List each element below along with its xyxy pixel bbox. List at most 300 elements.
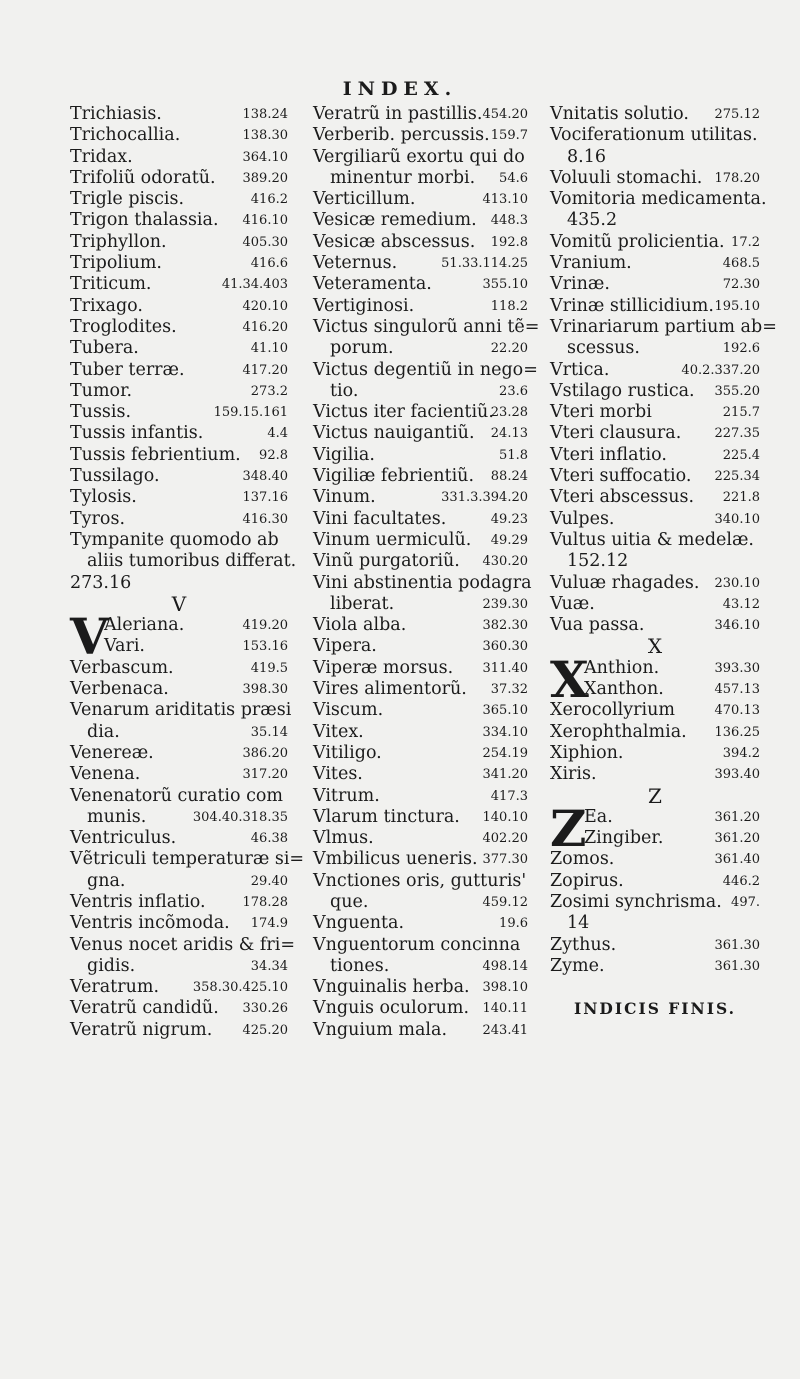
entry-page-ref: 137.16 <box>242 490 288 506</box>
entry-term: Verberib. percussis. <box>313 125 490 146</box>
entry-term: Triticum. <box>70 274 152 295</box>
entry-term: Verticillum. <box>313 189 416 210</box>
entry-term: Vlarum tinctura. <box>313 806 460 827</box>
entry-page-ref: 394.2 <box>722 745 760 761</box>
index-entry <box>313 530 528 551</box>
entry-page-ref: 457.13 <box>714 682 760 698</box>
index-entry <box>550 168 760 189</box>
index-entry <box>70 871 288 892</box>
entry-page-ref: 382.30 <box>482 618 528 634</box>
index-entry <box>550 338 760 359</box>
drop-cap: Z <box>550 798 587 858</box>
entry-page-ref: 361.30 <box>714 937 760 953</box>
index-entry <box>550 125 760 146</box>
index-entry <box>313 338 528 359</box>
entry-term: scessus. <box>567 338 640 359</box>
entry-page-ref: 178.20 <box>714 170 760 186</box>
index-entry <box>550 296 760 317</box>
index-entry <box>70 998 288 1019</box>
entry-page-ref: 195.10 <box>714 298 760 314</box>
entry-page-ref: 92.8 <box>259 447 288 463</box>
entry-term: Vrtica. <box>550 359 610 380</box>
entry-term: Zingiber. <box>584 828 664 849</box>
entry-term: Vomitoria medicamenta. <box>550 189 767 210</box>
entry-page-ref: 273.2 <box>250 383 288 399</box>
entry-term: Vrinariarum partium ab= <box>550 316 777 337</box>
index-entry <box>313 998 528 1019</box>
entry-term: Vnctiones oris, gutturis' <box>313 870 527 891</box>
index-entry <box>550 551 760 572</box>
index-entry <box>70 764 288 785</box>
entry-term: Ventriculus. <box>70 828 177 849</box>
index-entry <box>550 232 760 253</box>
entry-page-ref: 417.3 <box>490 788 528 804</box>
entry-page-ref: 361.40 <box>714 852 760 868</box>
index-entry <box>70 168 288 189</box>
entry-term: minentur morbi. <box>330 167 476 188</box>
entry-term: Vrinæ. <box>550 274 610 295</box>
index-entry <box>550 274 760 295</box>
entry-term: Tumor. <box>70 380 133 401</box>
entry-page-ref: 29.40 <box>250 873 288 889</box>
entry-page-ref: 22.20 <box>490 341 528 357</box>
index-entry <box>70 381 288 402</box>
index-entry <box>313 274 528 295</box>
entry-page-ref: 355.10 <box>482 277 528 293</box>
index-entry <box>313 849 528 870</box>
entry-page-ref: 358.30.425.10 <box>192 980 288 996</box>
index-entry <box>550 360 760 381</box>
entry-term: Trigon thalassia. <box>70 210 219 231</box>
index-entry <box>313 466 528 487</box>
index-entry <box>550 573 760 594</box>
entry-page-ref: 225.4 <box>722 447 760 463</box>
entry-term: Vranium. <box>550 253 632 274</box>
index-entry <box>70 636 288 657</box>
entry-term: Tussilago. <box>70 466 160 487</box>
index-entry <box>70 253 288 274</box>
index-entry <box>550 381 760 402</box>
entry-term: Vnguentorum concinna <box>313 934 521 955</box>
index-entry <box>313 316 540 338</box>
entry-term: Xerophthalmia. <box>550 721 687 742</box>
index-entry <box>70 934 296 956</box>
entry-term: Vitrum. <box>313 785 380 806</box>
entry-page-ref: 192.8 <box>490 234 528 250</box>
entry-term: Voluuli stomachi. <box>550 167 703 188</box>
index-entry <box>70 509 288 530</box>
index-entry <box>313 977 528 998</box>
entry-page-ref: 40.2.337.20 <box>681 362 760 378</box>
index-entry <box>70 849 305 870</box>
entry-page-ref: 304.40.318.35 <box>192 809 288 825</box>
entry-term: Vitiligo. <box>313 742 382 763</box>
index-entry <box>550 977 760 998</box>
entry-page-ref: 417.20 <box>242 362 288 378</box>
index-entry <box>550 253 760 274</box>
entry-term: X <box>647 634 663 659</box>
index-entry <box>313 104 528 125</box>
entry-page-ref: 138.24 <box>242 107 288 122</box>
entry-page-ref: 178.28 <box>242 894 288 910</box>
index-entry <box>313 253 528 274</box>
entry-term: Veternus. <box>313 253 398 274</box>
entry-term: Vitex. <box>313 721 364 742</box>
index-entry <box>550 104 760 125</box>
entry-page-ref: 448.3 <box>490 213 528 229</box>
entry-term: Zyme. <box>550 955 605 976</box>
entry-page-ref: 416.20 <box>242 319 288 335</box>
index-entry <box>70 210 288 231</box>
entry-page-ref: 425.20 <box>242 1022 288 1038</box>
index-entry <box>313 423 528 444</box>
entry-page-ref: 386.20 <box>242 745 288 761</box>
index-entry <box>313 892 528 913</box>
entry-term: Venena. <box>70 764 141 785</box>
entry-page-ref: 159.7 <box>490 128 528 144</box>
entry-term: Vnguium mala. <box>313 1019 448 1040</box>
entry-term: Tympanite quomodo ab <box>70 529 279 550</box>
entry-term: Victus nauigantiũ. <box>313 423 475 444</box>
entry-page-ref: 4.4 <box>267 426 288 442</box>
entry-page-ref: 330.26 <box>242 1001 288 1017</box>
index-entry <box>70 402 288 423</box>
index-column-1 <box>70 104 305 1041</box>
index-entry <box>550 935 760 956</box>
entry-term: Tripolium. <box>70 253 162 274</box>
entry-term: Xiris. <box>550 764 597 785</box>
entry-term: Zopirus. <box>550 870 624 891</box>
entry-term: Tridax. <box>70 146 133 167</box>
index-entry <box>550 743 760 764</box>
index-entry <box>550 828 760 849</box>
index-entry <box>313 147 528 168</box>
index-entry <box>313 786 528 807</box>
entry-page-ref: 46.38 <box>250 831 288 847</box>
entry-term: Victus singulorũ anni tẽ= <box>313 316 540 337</box>
entry-page-ref: 364.10 <box>242 149 288 165</box>
index-entry <box>70 104 288 125</box>
entry-term: Venus nocet aridis & fri= <box>70 934 296 955</box>
entry-term: Trigle piscis. <box>70 189 185 210</box>
entry-term: Tylosis. <box>70 487 137 508</box>
entry-term: 14 <box>567 913 590 934</box>
entry-term: Tuber terræ. <box>70 359 185 380</box>
index-entry <box>70 274 288 295</box>
entry-page-ref: 365.10 <box>482 703 528 719</box>
entry-term: Vinum uermiculũ. <box>313 529 472 550</box>
entry-page-ref: 23.28 <box>490 405 528 421</box>
entry-page-ref: 420.10 <box>242 298 288 314</box>
index-column-3 <box>550 104 777 1020</box>
index-entry <box>313 381 528 402</box>
entry-term: Venenatorũ curatio com <box>70 785 284 806</box>
index-entry <box>70 892 288 913</box>
entry-page-ref: 140.10 <box>482 809 528 825</box>
entry-page-ref: 416.2 <box>250 192 288 208</box>
entry-page-ref: 138.30 <box>242 128 288 144</box>
index-entry <box>550 594 760 615</box>
index-entry <box>550 210 760 231</box>
index-entry <box>550 849 760 870</box>
entry-page-ref: 35.14 <box>250 724 288 740</box>
index-entry <box>70 743 288 764</box>
entry-page-ref: 361.20 <box>714 831 760 847</box>
entry-page-ref: 498.14 <box>482 958 528 974</box>
index-entry <box>70 232 288 253</box>
index-column-2 <box>313 104 540 1041</box>
entry-page-ref: 41.34.403 <box>221 277 288 293</box>
entry-term: Aleriana. <box>104 615 185 636</box>
entry-term: Vinum. <box>313 487 376 508</box>
entry-term: 273.16 <box>70 572 132 593</box>
entry-term: Trifoliũ odoratũ. <box>70 167 216 188</box>
index-entry <box>70 487 288 508</box>
entry-term: Xerocollyrium <box>550 700 675 721</box>
entry-page-ref: 136.25 <box>714 724 760 740</box>
index-entry <box>313 956 528 977</box>
entry-term: Troglodites. <box>70 316 177 337</box>
index-entry <box>70 530 288 551</box>
entry-page-ref: 230.10 <box>714 575 760 591</box>
entry-term: Trichiasis. <box>70 104 162 124</box>
entry-term: dia. <box>87 721 120 742</box>
index-entry <box>313 551 528 572</box>
entry-term: INDICIS FINIS. <box>574 999 736 1019</box>
entry-term: Viperæ morsus. <box>313 657 454 678</box>
entry-page-ref: 468.5 <box>722 256 760 272</box>
entry-term: Vesicæ abscessus. <box>313 231 476 252</box>
entry-term: Ventris inflatio. <box>70 891 206 912</box>
entry-term: Veratrũ in pastillis. <box>313 104 483 124</box>
entry-page-ref: 393.40 <box>714 767 760 783</box>
entry-page-ref: 37.32 <box>490 682 528 698</box>
index-entry <box>550 316 777 338</box>
entry-term: Vociferationum utilitas. <box>550 125 758 146</box>
entry-term: Tyros. <box>70 508 126 529</box>
index-entry <box>70 828 288 849</box>
entry-term: Vteri abscessus. <box>550 487 695 508</box>
index-entry <box>70 786 288 807</box>
index-entry <box>550 764 760 785</box>
entry-term: Vomitũ prolicientia. <box>550 231 725 252</box>
drop-cap: X <box>550 649 589 709</box>
entry-term: Veratrũ nigrum. <box>70 1019 213 1040</box>
entry-page-ref: 446.2 <box>722 873 760 889</box>
entry-term: Tussis febrientium. <box>70 444 241 465</box>
entry-page-ref: 24.13 <box>490 426 528 442</box>
entry-page-ref: 221.8 <box>722 490 760 506</box>
index-entry <box>313 700 528 721</box>
index-entry <box>313 1020 528 1041</box>
index-entry <box>313 722 528 743</box>
index-entry <box>313 509 528 530</box>
entry-page-ref: 54.6 <box>499 170 528 186</box>
entry-page-ref: 49.23 <box>490 511 528 527</box>
entry-term: Vteri inflatio. <box>550 444 667 465</box>
entry-term: 8.16 <box>567 146 606 167</box>
index-entry <box>313 125 528 146</box>
entry-term: Verbascum. <box>70 657 174 678</box>
entry-term: Vertiginosi. <box>313 295 415 316</box>
index-entry <box>313 189 528 210</box>
index-entry <box>313 572 532 594</box>
entry-term: Vnguis oculorum. <box>313 998 470 1019</box>
entry-term: que. <box>330 891 369 912</box>
entry-page-ref: 49.29 <box>490 532 528 548</box>
index-entry <box>313 402 528 423</box>
entry-term: Vua passa. <box>550 615 645 636</box>
entry-term: Vlmus. <box>313 828 374 849</box>
index-entry <box>70 317 288 338</box>
index-entry <box>550 956 760 977</box>
entry-term: Vnitatis solutio. <box>550 104 689 124</box>
entry-page-ref: 43.12 <box>722 596 760 612</box>
index-entry <box>70 189 288 210</box>
entry-page-ref: 393.30 <box>714 660 760 676</box>
entry-term: tio. <box>330 380 359 401</box>
index-entry <box>313 658 528 679</box>
index-entry <box>313 615 528 636</box>
entry-term: porum. <box>330 338 394 359</box>
index-entry <box>70 700 292 721</box>
entry-term: Vesicæ remedium. <box>313 210 477 231</box>
entry-term: Zythus. <box>550 934 617 955</box>
entry-page-ref: 17.2 <box>731 234 760 250</box>
entry-term: Veratrum. <box>70 977 160 998</box>
index-entry <box>70 956 288 977</box>
index-entry <box>313 232 528 253</box>
index-entry <box>70 679 288 700</box>
page-header: INDEX. <box>342 78 458 100</box>
entry-term: gidis. <box>87 955 136 976</box>
entry-term: Vites. <box>313 764 363 785</box>
entry-term: Vigiliæ febrientiũ. <box>313 466 475 487</box>
entry-term: Trixago. <box>70 295 143 316</box>
index-entry <box>70 1020 288 1041</box>
index-entry <box>70 573 288 594</box>
entry-page-ref: 317.20 <box>242 767 288 783</box>
index-entry <box>70 445 288 466</box>
index-entry <box>313 913 528 934</box>
index-entry <box>70 977 288 998</box>
entry-page-ref: 340.10 <box>714 511 760 527</box>
index-entry <box>550 189 767 210</box>
entry-page-ref: 346.10 <box>714 618 760 634</box>
entry-page-ref: 174.9 <box>250 916 288 932</box>
entry-page-ref: 153.16 <box>242 639 288 655</box>
index-entry <box>313 594 528 615</box>
entry-page-ref: 497. <box>731 894 760 910</box>
entry-term: Zomos. <box>550 849 615 870</box>
entry-term: 435.2 <box>567 210 618 231</box>
entry-term: Vteri morbi <box>550 402 652 423</box>
entry-term: tiones. <box>330 955 390 976</box>
entry-term: Vrinæ stillicidium. <box>550 295 714 316</box>
entry-term: 152.12 <box>567 551 629 572</box>
entry-page-ref: 459.12 <box>482 894 528 910</box>
entry-page-ref: 140.11 <box>482 1001 528 1017</box>
entry-term: Vipera. <box>313 636 377 657</box>
entry-term: Vari. <box>104 636 145 657</box>
entry-term: Trichocallia. <box>70 125 181 146</box>
entry-page-ref: 389.20 <box>242 170 288 186</box>
entry-page-ref: 398.30 <box>242 682 288 698</box>
entry-term: Vultus uitia & medelæ. <box>550 529 754 550</box>
index-entry <box>550 871 760 892</box>
entry-page-ref: 88.24 <box>490 469 528 485</box>
entry-term: Xanthon. <box>584 679 664 700</box>
entry-page-ref: 225.34 <box>714 469 760 485</box>
entry-term: gna. <box>87 870 126 891</box>
index-entry <box>70 722 288 743</box>
index-entry <box>550 530 760 551</box>
index-entry <box>550 722 760 743</box>
index-entry <box>550 402 760 423</box>
entry-term: Veteramenta. <box>313 274 432 295</box>
index-entry <box>550 509 760 530</box>
entry-page-ref: 72.30 <box>722 277 760 293</box>
entry-term: Ea. <box>584 806 613 827</box>
entry-page-ref: 159.15.161 <box>213 405 288 421</box>
index-entry <box>550 615 760 636</box>
entry-page-ref: 34.34 <box>250 958 288 974</box>
entry-page-ref: 118.2 <box>490 298 528 314</box>
index-entry <box>313 636 528 657</box>
entry-term: liberat. <box>330 593 395 614</box>
entry-page-ref: 311.40 <box>482 660 528 676</box>
entry-term: Vini facultates. <box>313 508 447 529</box>
drop-cap: V <box>70 607 109 667</box>
entry-page-ref: 334.10 <box>482 724 528 740</box>
entry-page-ref: 41.10 <box>250 341 288 357</box>
entry-term: Victus iter facientiũ. <box>313 402 494 423</box>
entry-page-ref: 419.20 <box>242 618 288 634</box>
index-entry <box>550 423 760 444</box>
entry-term: Tussis. <box>70 402 132 423</box>
index-entry <box>313 487 528 508</box>
indicis-finis <box>550 998 760 1019</box>
index-entry <box>313 743 528 764</box>
entry-page-ref: 416.6 <box>250 256 288 272</box>
index-entry <box>550 679 760 700</box>
entry-page-ref: 348.40 <box>242 469 288 485</box>
entry-page-ref: 416.10 <box>242 213 288 229</box>
index-entry <box>70 125 288 146</box>
entry-page-ref: 361.20 <box>714 809 760 825</box>
entry-term: Tubera. <box>70 338 139 359</box>
index-entry <box>550 147 760 168</box>
entry-term: Vteri clausura. <box>550 423 682 444</box>
entry-term: Vuæ. <box>550 593 595 614</box>
entry-page-ref: 416.30 <box>242 511 288 527</box>
index-entry <box>313 807 528 828</box>
index-entry <box>70 423 288 444</box>
entry-term: Vteri suffocatio. <box>550 466 692 487</box>
entry-page-ref: 254.19 <box>482 745 528 761</box>
entry-term: munis. <box>87 806 147 827</box>
entry-term: aliis tumoribus differat. <box>87 551 297 572</box>
index-entry <box>70 807 288 828</box>
index-entry <box>70 360 288 381</box>
entry-term: Verbenaca. <box>70 679 169 700</box>
entry-page-ref: 355.20 <box>714 383 760 399</box>
entry-page-ref: 419.5 <box>250 660 288 676</box>
index-entry <box>313 935 528 956</box>
entry-term: Triphyllon. <box>70 231 167 252</box>
entry-page-ref: 398.10 <box>482 980 528 996</box>
index-entry <box>313 168 528 189</box>
